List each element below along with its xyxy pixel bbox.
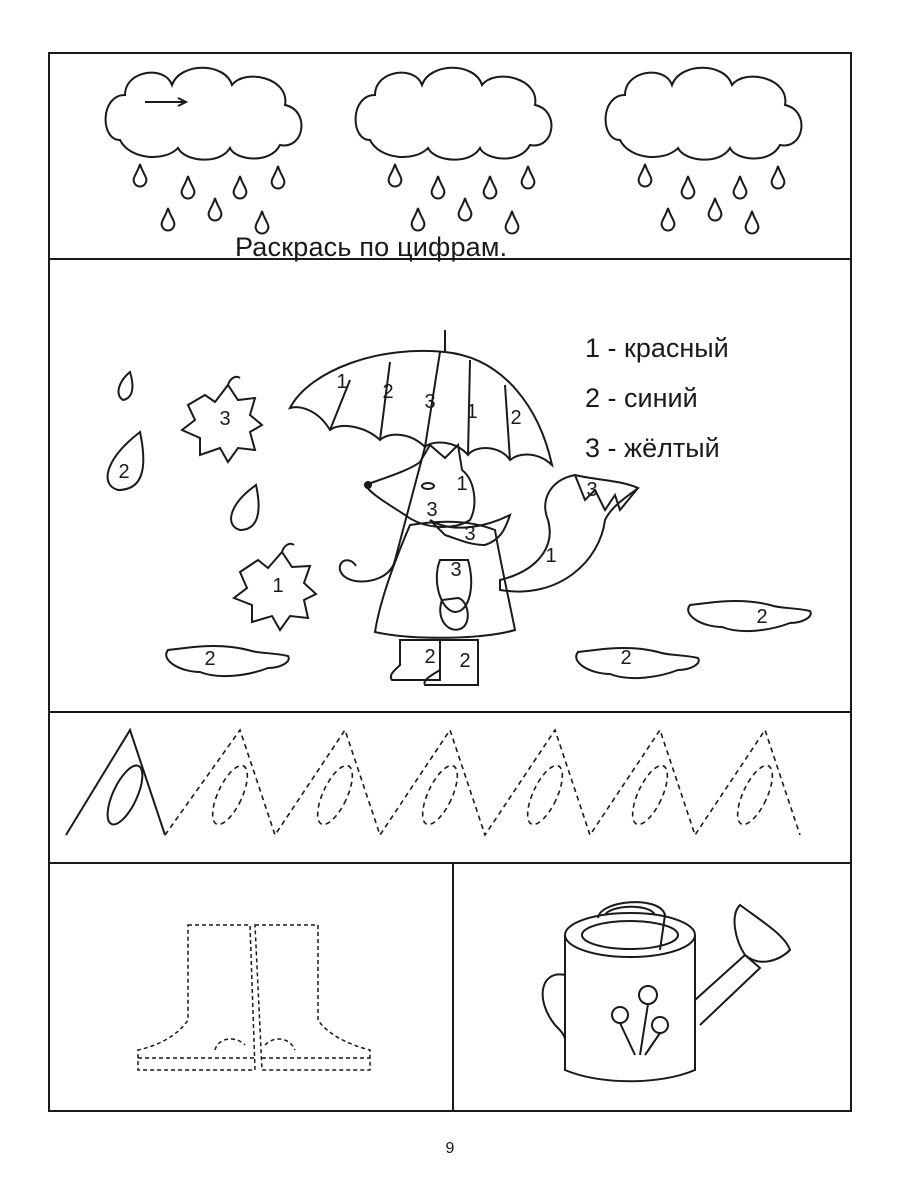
- region-number: 3: [450, 559, 462, 581]
- region-number: 2: [756, 606, 768, 628]
- region-number: 1: [456, 473, 468, 495]
- can-top: [565, 913, 695, 957]
- region-number: 3: [426, 499, 438, 521]
- flower-shape: [652, 1017, 668, 1033]
- region-number: 1: [545, 545, 557, 567]
- coloring-title: Раскрась по цифрам.: [235, 232, 508, 262]
- region-number: 1: [272, 575, 284, 597]
- region-number: 2: [510, 407, 522, 429]
- region-number: 1: [466, 401, 478, 423]
- region-number: 2: [118, 461, 130, 483]
- region-number: 3: [464, 523, 476, 545]
- region-number: 3: [424, 391, 436, 413]
- region-number: 2: [424, 646, 436, 668]
- region-number: 2: [459, 650, 471, 672]
- can-spout: [695, 955, 760, 1025]
- flower-shape: [639, 986, 657, 1004]
- legend-red: 1 - красный: [585, 333, 729, 363]
- region-number: 2: [620, 647, 632, 669]
- region-number: 1: [336, 371, 348, 393]
- can-side-handle: [543, 974, 565, 1040]
- can-spout-rose: [735, 905, 790, 962]
- flower-shape: [612, 1007, 628, 1023]
- region-number: 2: [382, 381, 394, 403]
- region-number: 3: [586, 479, 598, 501]
- region-number: 3: [219, 408, 231, 430]
- page-number: 9: [445, 1140, 455, 1157]
- region-number: 2: [204, 648, 216, 670]
- legend-yellow: 3 - жёлтый: [585, 433, 720, 463]
- legend-blue: 2 - синий: [585, 383, 698, 413]
- can-handle-top: [598, 902, 665, 950]
